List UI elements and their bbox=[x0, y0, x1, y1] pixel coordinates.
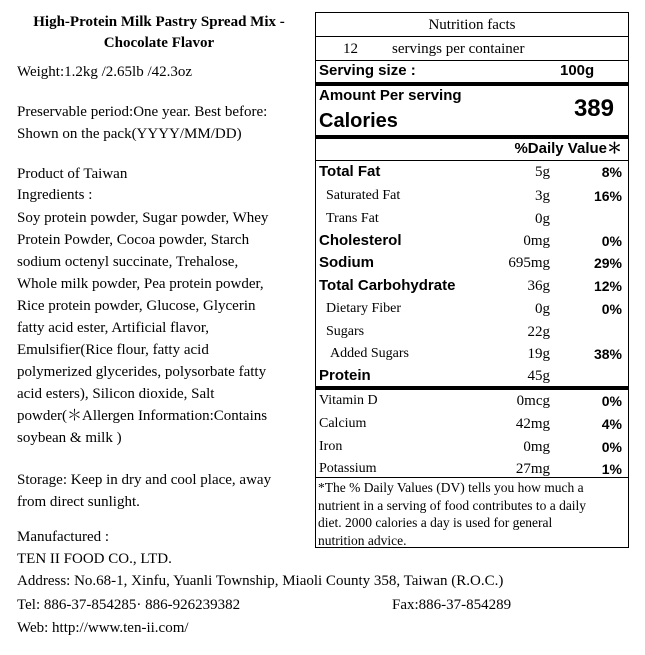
fax-text: Fax:886-37-854289 bbox=[392, 597, 512, 613]
nutrition-facts-panel bbox=[315, 12, 629, 548]
product-title bbox=[4, 12, 314, 54]
footnote-line: *The % Daily Values (DV) tells you how much a bbox=[318, 480, 584, 495]
ingredients-line: polymerized glycerides, polysorbate fatty bbox=[17, 364, 267, 380]
nutrient-row bbox=[316, 230, 628, 252]
nutrient-row bbox=[316, 365, 628, 387]
storage-line-1: Storage: Keep in dry and cool place, away bbox=[17, 472, 272, 488]
nutrient-name: Protein bbox=[319, 367, 371, 384]
mineral-amount: 27mg bbox=[515, 461, 550, 477]
ingredients-list bbox=[17, 207, 315, 449]
ingredients-line: Emulsifier(Rice flour, fatty acid bbox=[17, 342, 209, 358]
dv-footnote bbox=[318, 479, 586, 549]
nutrition-header: Nutrition facts bbox=[428, 17, 516, 33]
mineral-daily-value: 4% bbox=[601, 416, 622, 432]
product-title-line-1: High-Protein Milk Pastry Spread Mix - bbox=[33, 14, 285, 30]
mineral-row bbox=[316, 390, 628, 412]
company-name: TEN II FOOD CO., LTD. bbox=[17, 551, 172, 567]
origin-text: Product of Taiwan bbox=[17, 166, 128, 182]
storage-line-2: from direct sunlight. bbox=[17, 494, 140, 510]
ingredients-line: Soy protein powder, Sugar powder, Whey bbox=[17, 210, 269, 226]
calories-value: 389 bbox=[573, 95, 614, 122]
nutrient-amount: 3g bbox=[535, 188, 550, 204]
serving-size-value: 100g bbox=[560, 62, 595, 79]
nutrient-daily-value: 0% bbox=[601, 233, 622, 249]
nutrient-amount: 0mg bbox=[523, 233, 550, 249]
nutrient-daily-value: 38% bbox=[593, 346, 622, 362]
nutrient-name: Total Fat bbox=[319, 163, 381, 180]
ingredients-line: Whole milk powder, Pea protein powder, bbox=[17, 276, 264, 292]
servings-count: 12 bbox=[343, 41, 358, 57]
nutrient-row bbox=[316, 185, 628, 207]
mineral-name: Vitamin D bbox=[319, 393, 378, 408]
web-link[interactable]: Web: http://www.ten-ii.com/ bbox=[17, 620, 189, 636]
mineral-amount: 0mg bbox=[523, 439, 550, 455]
preservable-line-1: Preservable period:One year. Best before: bbox=[17, 104, 268, 120]
nutrient-row bbox=[316, 252, 628, 274]
nutrient-daily-value: 12% bbox=[593, 278, 622, 294]
daily-value-header: %Daily Value＊ bbox=[514, 140, 622, 157]
nutrient-name: Dietary Fiber bbox=[326, 301, 402, 316]
ingredients-line: soybean & milk ) bbox=[17, 430, 122, 446]
nutrient-amount: 36g bbox=[527, 278, 550, 294]
footnote-line: nutrition advice. bbox=[318, 532, 407, 548]
servings-text: servings per container bbox=[392, 41, 525, 57]
mineral-daily-value: 0% bbox=[601, 393, 622, 409]
weight-text: Weight:1.2kg /2.65lb /42.3oz bbox=[17, 64, 193, 80]
mineral-name: Potassium bbox=[319, 461, 377, 476]
nutrient-amount: 695mg bbox=[508, 255, 550, 271]
mineral-daily-value: 0% bbox=[601, 439, 622, 455]
nutrient-amount: 0g bbox=[535, 211, 550, 227]
ingredients-line: Protein Powder, Cocoa powder, Starch bbox=[17, 232, 250, 248]
nutrient-daily-value: 29% bbox=[593, 255, 622, 271]
divider bbox=[316, 36, 628, 37]
nutrient-row bbox=[316, 321, 628, 343]
mineral-name: Iron bbox=[319, 439, 343, 454]
mineral-row bbox=[316, 413, 628, 435]
nutrient-row bbox=[316, 298, 628, 320]
ingredients-line: Rice protein powder, Glucose, Glycerin bbox=[17, 298, 256, 314]
footnote-line: nutrient in a serving of food contributes to a daily bbox=[318, 497, 587, 513]
product-title-line-2: Chocolate Flavor bbox=[103, 35, 215, 51]
footnote-line: diet. 2000 calories a day is used for general bbox=[318, 515, 553, 530]
mineral-amount: 0mcg bbox=[516, 393, 550, 409]
nutrient-row bbox=[316, 208, 628, 230]
ingredients-line: sodium octenyl succinate, Trehalose, bbox=[17, 254, 239, 270]
nutrient-name: Total Carbohydrate bbox=[319, 277, 456, 294]
nutrient-name: Saturated Fat bbox=[326, 188, 401, 203]
nutrient-amount: 45g bbox=[527, 368, 550, 384]
nutrient-amount: 0g bbox=[535, 301, 550, 317]
nutrient-daily-value: 0% bbox=[601, 301, 622, 317]
nutrient-row bbox=[316, 343, 628, 365]
nutrient-name: Cholesterol bbox=[319, 232, 402, 249]
mineral-row bbox=[316, 436, 628, 458]
ingredients-label: Ingredients : bbox=[17, 187, 93, 203]
nutrient-daily-value: 8% bbox=[601, 164, 622, 180]
nutrient-daily-value: 16% bbox=[593, 188, 622, 204]
nutrient-row bbox=[316, 161, 628, 183]
preservable-line-2: Shown on the pack(YYYY/MM/DD) bbox=[17, 126, 242, 142]
mineral-daily-value: 1% bbox=[601, 461, 622, 477]
storage-text bbox=[17, 469, 315, 513]
mineral-amount: 42mg bbox=[515, 416, 550, 432]
preservable-period bbox=[17, 101, 267, 145]
divider bbox=[316, 477, 628, 478]
address-text: Address: No.68-1, Xinfu, Yuanli Township, Miaoli County 358, Taiwan (R.O.C.) bbox=[17, 573, 504, 589]
nutrient-amount: 5g bbox=[535, 164, 550, 180]
nutrient-name: Sugars bbox=[326, 324, 365, 339]
calories-label: Calories bbox=[319, 110, 398, 132]
manufactured-label: Manufactured : bbox=[17, 529, 110, 545]
mineral-name: Calcium bbox=[319, 416, 367, 431]
nutrient-name: Added Sugars bbox=[330, 346, 409, 361]
nutrient-name: Trans Fat bbox=[326, 211, 379, 226]
serving-size-label: Serving size : bbox=[319, 62, 416, 79]
nutrient-amount: 19g bbox=[527, 346, 550, 362]
tel-text: Tel: 886-37-854285· 886-926239382 bbox=[17, 597, 241, 613]
ingredients-line: fatty acid ester, Artificial flavor, bbox=[17, 320, 210, 336]
ingredients-line: powder(＊Allergen Information:Contains bbox=[17, 408, 268, 424]
nutrient-row bbox=[316, 275, 628, 297]
nutrient-amount: 22g bbox=[527, 324, 550, 340]
amount-per-serving: Amount Per serving bbox=[319, 87, 462, 104]
ingredients-line: acid esters), Silicon dioxide, Salt bbox=[17, 386, 215, 402]
nutrient-name: Sodium bbox=[319, 254, 374, 271]
